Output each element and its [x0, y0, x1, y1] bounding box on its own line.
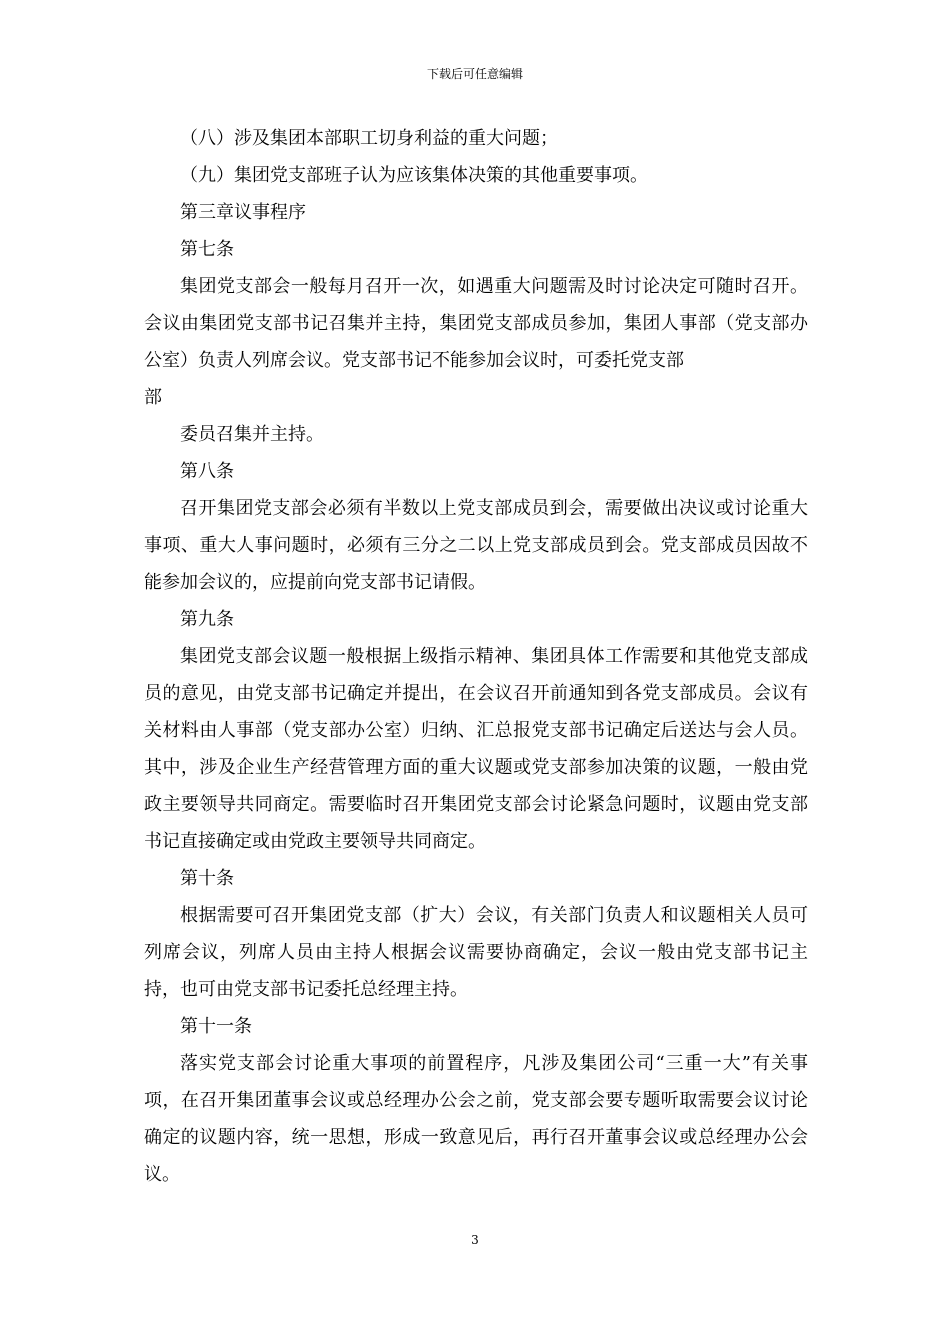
article-heading-11: 第十一条	[180, 1016, 252, 1037]
article-10-text: 根据需要可召开集团党支部（扩大）会议，有关部门负责人和议题相关人员可列席会议，列席人员由主持人根据会议需要协商确定，会议一般由党支部书记主持，也可由党支部书记委托总经理主持。	[144, 905, 808, 1000]
paragraph-item-8: （八）涉及集团本部职工切身利益的重大问题；	[180, 128, 558, 149]
article-7-text: 集团党支部会一般每月召开一次，如遇重大问题需及时讨论决定可随时召开。会议由集团党支部书记召集并主持，集团党支部成员参加，集团人事部（党支部办公室）负责人列席会议。党支部书记不能参加会议时，可委托党支部	[144, 276, 808, 371]
article-heading-10: 第十条	[180, 868, 234, 889]
article-heading-8: 第八条	[180, 461, 234, 482]
article-heading-7: 第七条	[180, 239, 234, 260]
article-heading-9: 第九条	[180, 609, 234, 630]
chapter-heading: 第三章议事程序	[180, 202, 306, 223]
document-body	[144, 120, 808, 1193]
paragraph-item-9: （九）集团党支部班子认为应该集体决策的其他重要事项。	[180, 165, 648, 186]
article-8-text: 召开集团党支部会必须有半数以上党支部成员到会，需要做出决议或讨论重大事项、重大人事问题时，必须有三分之二以上党支部成员到会。党支部成员因故不能参加会议的，应提前向党支部书记请假。	[144, 498, 808, 593]
article-7-continuation: 部	[144, 387, 162, 408]
article-9-text: 集团党支部会议题一般根据上级指示精神、集团具体工作需要和其他党支部成员的意见，由党支部书记确定并提出，在会议召开前通知到各党支部成员。会议有关材料由人事部（党支部办公室）归纳、汇总报党支部书记确定后送达与会人员。其中，涉及企业生产经营管理方面的重大议题或党支部参加决策的议题，一般由党政主要领导共同商定。需要临时召开集团党支部会讨论紧急问题时，议题由党支部书记直接确定或由党政主要领导共同商定。	[144, 646, 808, 852]
page-header: 下载后可任意编辑	[426, 67, 523, 81]
page-number: 3	[471, 1233, 479, 1247]
article-7-text-2: 委员召集并主持。	[180, 424, 324, 445]
article-11-text: 落实党支部会讨论重大事项的前置程序，凡涉及集团公司“三重一大”有关事项，在召开集团董事会议或总经理办公会之前，党支部会要专题听取需要会议讨论确定的议题内容，统一思想，形成一致意见后，再行召开董事会议或总经理办公会议。	[144, 1053, 808, 1185]
